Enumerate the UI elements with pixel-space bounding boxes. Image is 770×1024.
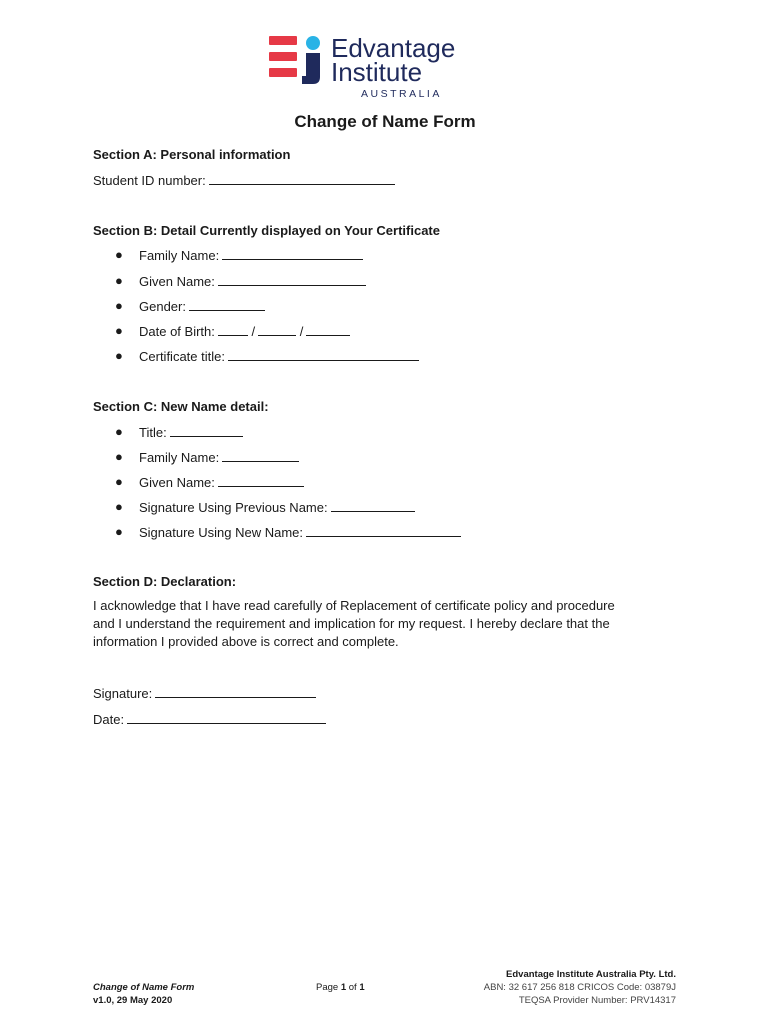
signature-previous-row bbox=[139, 499, 415, 515]
section-a-heading: Section A: Personal information bbox=[93, 147, 291, 162]
section-c-heading: Section C: New Name detail: bbox=[93, 399, 269, 414]
certificate-title-input[interactable] bbox=[228, 348, 419, 361]
logo-bar-bottom bbox=[269, 68, 297, 77]
dob-separator: / bbox=[251, 324, 256, 339]
declaration-line: I acknowledge that I have read carefully of Replacement of certificate policy and procedure bbox=[93, 598, 615, 613]
signature-new-row bbox=[139, 524, 461, 540]
bullet-icon: ● bbox=[115, 348, 123, 363]
new-family-name-row bbox=[139, 449, 299, 465]
logo-i-stem bbox=[302, 53, 320, 84]
dob-row bbox=[139, 323, 350, 339]
new-title-input[interactable] bbox=[170, 424, 243, 437]
declaration-line: information I provided above is correct and complete. bbox=[93, 634, 399, 649]
current-family-name-label: Family Name: bbox=[139, 248, 220, 263]
declaration-line: and I understand the requirement and implication for my request. I hereby declare that the bbox=[93, 616, 610, 631]
footer-right bbox=[484, 968, 676, 1007]
bullet-icon: ● bbox=[115, 298, 123, 313]
bullet-icon: ● bbox=[115, 499, 123, 514]
logo-bar-middle bbox=[269, 52, 297, 61]
current-family-name-row bbox=[139, 247, 363, 263]
student-id-label: Student ID number: bbox=[93, 173, 206, 188]
signature-new-input[interactable] bbox=[306, 524, 461, 537]
signature-row bbox=[93, 685, 316, 701]
logo-bar-top bbox=[269, 36, 297, 45]
footer-teqsa: TEQSA Provider Number: PRV14317 bbox=[518, 995, 676, 1006]
section-b-heading: Section B: Detail Currently displayed on Your Certificate bbox=[93, 223, 440, 238]
current-family-name-input[interactable] bbox=[222, 247, 363, 260]
date-row bbox=[93, 711, 326, 727]
bullet-icon: ● bbox=[115, 247, 123, 262]
signature-label: Signature: bbox=[93, 686, 153, 701]
page-of: of bbox=[348, 982, 357, 993]
gender-input[interactable] bbox=[189, 298, 265, 311]
logo-line2: Institute bbox=[331, 57, 423, 87]
current-given-name-row bbox=[139, 273, 366, 289]
certificate-title-label: Certificate title: bbox=[139, 349, 225, 364]
bullet-icon: ● bbox=[115, 449, 123, 464]
bullet-icon: ● bbox=[115, 424, 123, 439]
new-given-name-input[interactable] bbox=[218, 474, 304, 487]
dob-label: Date of Birth: bbox=[139, 324, 215, 339]
edvantage-logo bbox=[267, 34, 503, 100]
bullet-icon: ● bbox=[115, 524, 123, 539]
footer-abn: ABN: 32 617 256 818 CRICOS Code: 03879J bbox=[483, 982, 676, 993]
logo-dot bbox=[306, 36, 320, 50]
footer-left bbox=[93, 981, 194, 1007]
page-title: Change of Name Form bbox=[294, 112, 476, 131]
page-current: 1 bbox=[340, 982, 347, 993]
logo-line1: Edvantage bbox=[331, 34, 456, 63]
page-prefix: Page bbox=[316, 982, 339, 993]
dob-month-input[interactable] bbox=[258, 323, 296, 336]
footer-company: Edvantage Institute Australia Pty. Ltd. bbox=[506, 969, 676, 980]
new-title-row bbox=[139, 424, 243, 440]
dob-year-input[interactable] bbox=[306, 323, 350, 336]
dob-day-input[interactable] bbox=[218, 323, 248, 336]
gender-label: Gender: bbox=[139, 299, 186, 314]
new-title-label: Title: bbox=[139, 425, 167, 440]
date-input[interactable] bbox=[127, 711, 326, 724]
student-id-row bbox=[93, 172, 395, 188]
bullet-icon: ● bbox=[115, 474, 123, 489]
footer-form-name: Change of Name Form bbox=[93, 982, 195, 993]
gender-row bbox=[139, 298, 265, 314]
signature-input[interactable] bbox=[155, 685, 316, 698]
certificate-title-row bbox=[139, 348, 419, 364]
page-total: 1 bbox=[359, 982, 365, 993]
new-family-name-label: Family Name: bbox=[139, 450, 220, 465]
date-label: Date: bbox=[93, 712, 125, 727]
footer-page-number bbox=[316, 981, 365, 994]
current-given-name-input[interactable] bbox=[218, 273, 366, 286]
logo-line3: AUSTRALIA bbox=[361, 88, 442, 100]
footer-version: v1.0, 29 May 2020 bbox=[93, 995, 173, 1006]
signature-previous-label: Signature Using Previous Name: bbox=[139, 500, 328, 515]
new-family-name-input[interactable] bbox=[222, 449, 299, 462]
new-given-name-row bbox=[139, 474, 304, 490]
student-id-input[interactable] bbox=[209, 172, 395, 185]
dob-separator: / bbox=[299, 324, 304, 339]
new-given-name-label: Given Name: bbox=[139, 475, 215, 490]
section-d-heading: Section D: Declaration: bbox=[93, 574, 237, 589]
signature-previous-input[interactable] bbox=[331, 499, 415, 512]
bullet-icon: ● bbox=[115, 323, 123, 338]
declaration-text bbox=[93, 597, 683, 651]
bullet-icon: ● bbox=[115, 273, 123, 288]
signature-new-label: Signature Using New Name: bbox=[139, 525, 304, 540]
current-given-name-label: Given Name: bbox=[139, 274, 215, 289]
